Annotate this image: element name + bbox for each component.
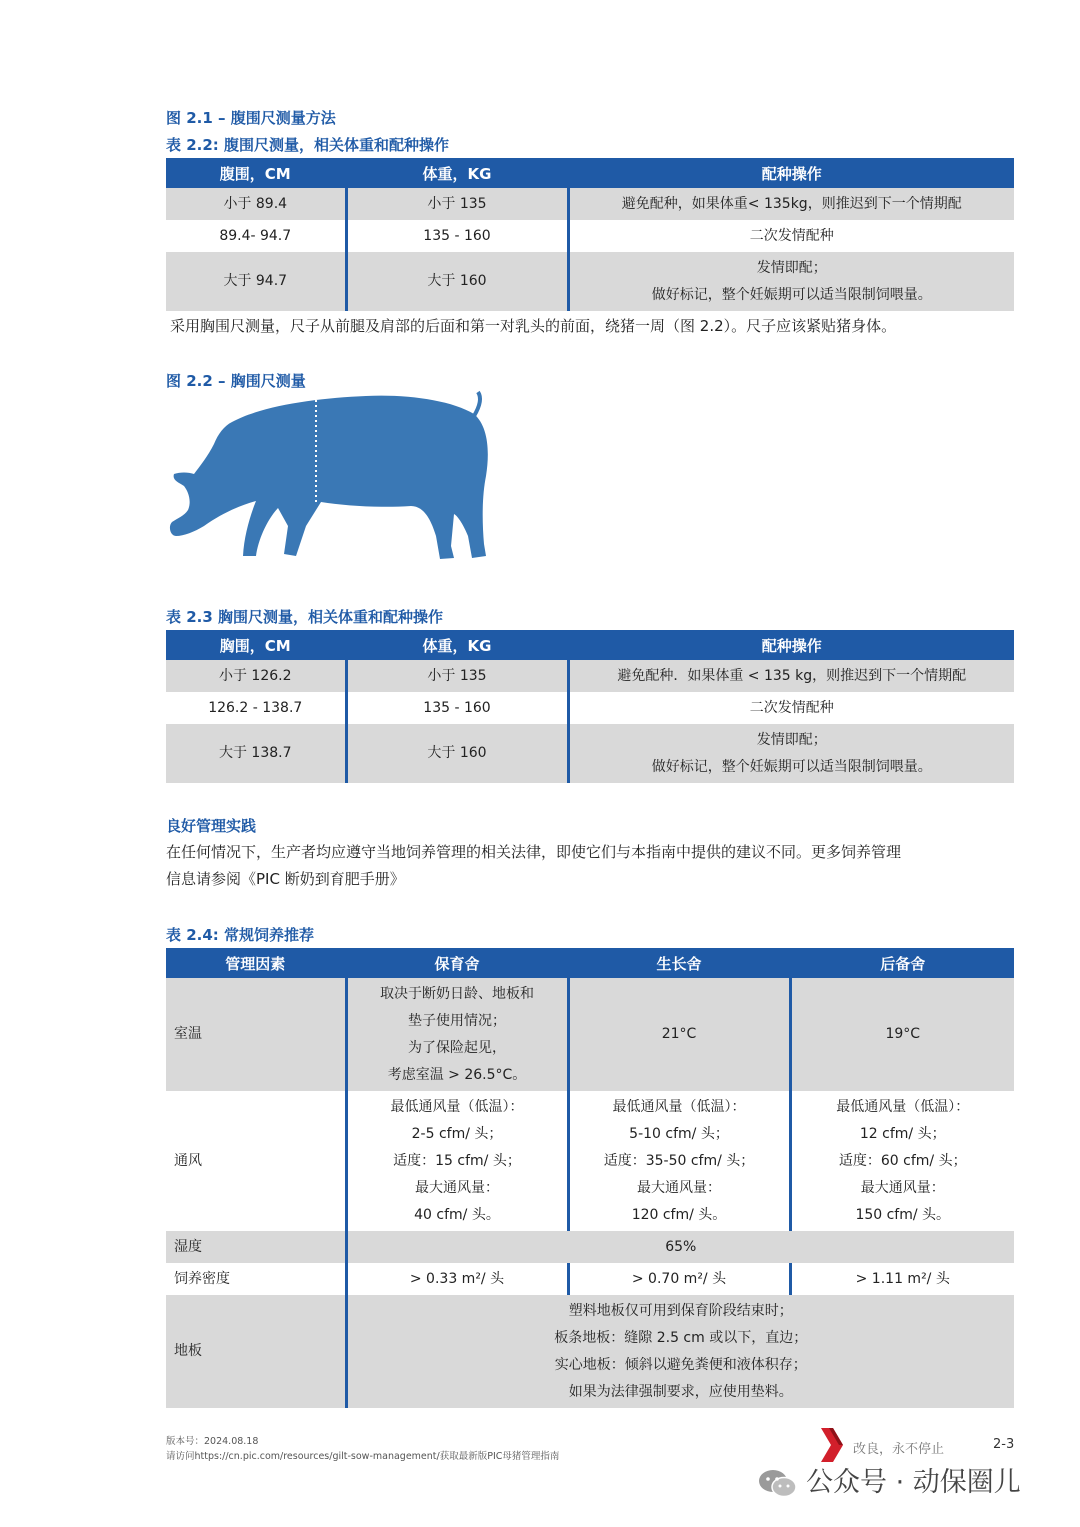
table-row-floor <box>166 1295 1014 1408</box>
column-header: 配种操作 <box>568 158 1014 188</box>
wechat-account-name: 公众号 · 动保圈儿 <box>806 1467 1021 1498</box>
cell-line: 发情即配； <box>756 259 827 276</box>
table-cell <box>346 1295 1014 1408</box>
cell-line: 2-5 cfm/ 头； <box>411 1125 503 1142</box>
cell-line: 如果为法律强制要求，应使用垫料。 <box>568 1383 793 1400</box>
pig-silhouette-figure <box>166 386 496 571</box>
column-header: 腹围，CM <box>166 158 346 188</box>
figure-2-2-title: 图 2.2 – 胸围尺测量 <box>166 372 306 390</box>
table-row <box>166 188 1014 220</box>
column-header: 生长舍 <box>568 948 790 978</box>
table-cell: 避免配种．如果体重 < 135 kg，则推迟到下一个情期配 <box>568 660 1014 692</box>
table-cell: 大于 160 <box>346 252 568 311</box>
column-header: 体重，KG <box>346 158 568 188</box>
cell-line: 发情即配； <box>756 731 827 748</box>
version-text: 版本号：2024.08.18 <box>166 1436 259 1447</box>
row-label: 饲养密度 <box>174 1270 230 1287</box>
good-practice-title: 良好管理实践 <box>166 817 257 835</box>
column-header: 管理因素 <box>166 948 346 978</box>
cell-line: 最大通风量： <box>860 1179 945 1196</box>
cell-line: 120 cfm/ 头。 <box>631 1206 727 1223</box>
cell-line: 5-10 cfm/ 头； <box>629 1125 729 1142</box>
wechat-icon <box>758 1468 798 1498</box>
table-header-row <box>166 630 1014 660</box>
figure-2-1-title: 图 2.1 – 腹围尺测量方法 <box>166 109 336 127</box>
pig-body <box>170 396 488 559</box>
pig-tail <box>474 392 480 416</box>
table-cell: 小于 89.4 <box>166 188 346 220</box>
brand-slogan: 改良，永不停止 <box>853 1442 945 1457</box>
pic-brand-chevron-icon <box>819 1428 845 1462</box>
table-cell: 小于 135 <box>346 660 568 692</box>
cell-line: 取决于断奶日龄、地板和 <box>380 985 534 1002</box>
table-cell: 19°C <box>790 978 1014 1091</box>
column-header: 体重，KG <box>346 630 568 660</box>
table-cell <box>346 978 568 1091</box>
table-cell: > 0.70 m²/ 头 <box>568 1263 790 1295</box>
table-row <box>166 220 1014 252</box>
cell-line: 最大通风量： <box>415 1179 499 1196</box>
table-cell: > 0.33 m²/ 头 <box>346 1263 568 1295</box>
table-row-humidity <box>166 1231 1014 1263</box>
table-row <box>166 252 1014 311</box>
table-header-row <box>166 948 1014 978</box>
cell-line: 最低通风量（低温）： <box>836 1098 970 1115</box>
table-2-3-title: 表 2.3 胸围尺测量，相关体重和配种操作 <box>166 608 444 626</box>
table-2-2 <box>166 158 1014 311</box>
visit-url-text: 请访问https://cn.pic.com/resources/gilt-sow-management/获取最新版PIC母猪管理指南 <box>166 1451 560 1462</box>
cell-line: 板条地板：缝隙 2.5 cm 或以下，直边； <box>554 1329 808 1346</box>
column-header: 后备舍 <box>790 948 1014 978</box>
table-cell: 大于 138.7 <box>166 724 346 783</box>
table-cell: 避免配种，如果体重< 135kg，则推迟到下一个情期配 <box>568 188 1014 220</box>
cell-line: 考虑室温 > 26.5°C。 <box>387 1066 527 1083</box>
table-cell: 大于 160 <box>346 724 568 783</box>
table-2-3 <box>166 630 1014 783</box>
table-cell: 65% <box>346 1231 1014 1263</box>
chest-measure-note: 采用胸围尺测量，尺子从前腿及肩部的后面和第一对乳头的前面，绕猪一周（图 2.2）。尺子应该紧贴猪身体。 <box>170 317 897 335</box>
cell-line: 垫子使用情况； <box>408 1012 506 1029</box>
page-number: 2-3 <box>993 1437 1015 1452</box>
cell-line: 12 cfm/ 头； <box>859 1125 946 1142</box>
row-label: 室温 <box>166 978 346 1091</box>
table-2-2-title: 表 2.2: 腹围尺测量，相关体重和配种操作 <box>166 136 450 154</box>
table-cell: 21°C <box>568 978 790 1091</box>
cell-line: 适度：15 cfm/ 头； <box>393 1152 521 1169</box>
table-cell: 135 - 160 <box>346 692 568 724</box>
table-cell: 126.2 - 138.7 <box>208 699 303 716</box>
cell-line: 做好标记，整个妊娠期可以适当限制饲喂量。 <box>651 286 932 303</box>
cell-line: 做好标记，整个妊娠期可以适当限制饲喂量。 <box>651 758 932 775</box>
table-2-4-title: 表 2.4: 常规饲养推荐 <box>166 926 315 944</box>
column-header: 配种操作 <box>568 630 1014 660</box>
row-label: 通风 <box>174 1152 202 1169</box>
cell-line: 最大通风量： <box>637 1179 721 1196</box>
table-row <box>166 724 1014 783</box>
table-cell <box>790 1091 1014 1231</box>
cell-line: 150 cfm/ 头。 <box>855 1206 951 1223</box>
good-practice-line: 在任何情况下，生产者均应遵守当地饲养管理的相关法律，即使它们与本指南中提供的建议不同。更多饲养管理 <box>166 843 902 861</box>
table-cell <box>568 252 1014 311</box>
table-row-density <box>166 1263 1014 1295</box>
wechat-watermark <box>758 1466 1058 1500</box>
cell-line: 适度：35-50 cfm/ 头； <box>603 1152 755 1169</box>
table-cell: 小于 126.2 <box>166 660 346 692</box>
column-header: 保育舍 <box>346 948 568 978</box>
cell-line: 最低通风量（低温）： <box>390 1098 524 1115</box>
cell-line: 塑料地板仅可用到保育阶段结束时； <box>568 1302 793 1319</box>
table-row <box>166 692 1014 724</box>
table-cell <box>568 1091 790 1231</box>
table-row-room-temp <box>166 978 1014 1091</box>
table-cell: 大于 94.7 <box>166 252 346 311</box>
row-label: 地板 <box>166 1295 346 1408</box>
table-row-ventilation <box>166 1091 1014 1231</box>
table-cell <box>346 1091 568 1231</box>
good-practice-line: 信息请参阅《PIC 断奶到育肥手册》 <box>166 870 405 888</box>
cell-line: 为了保险起见， <box>408 1039 506 1056</box>
table-cell: > 1.11 m²/ 头 <box>790 1263 1014 1295</box>
column-header: 胸围，CM <box>166 630 346 660</box>
table-cell: 二次发情配种 <box>568 220 1014 252</box>
cell-line: 实心地板：倾斜以避免粪便和液体积存； <box>554 1356 807 1373</box>
row-label: 湿度 <box>166 1231 346 1263</box>
table-cell <box>568 724 1014 783</box>
cell-line: 适度：60 cfm/ 头； <box>838 1152 967 1169</box>
table-cell: 小于 135 <box>346 188 568 220</box>
table-row <box>166 660 1014 692</box>
table-cell: 89.4- 94.7 <box>219 227 292 244</box>
cell-line: 40 cfm/ 头。 <box>414 1206 500 1223</box>
table-cell: 二次发情配种 <box>568 692 1014 724</box>
cell-line: 最低通风量（低温）： <box>612 1098 746 1115</box>
table-2-4 <box>166 948 1014 1408</box>
table-header-row <box>166 158 1014 188</box>
table-cell: 135 - 160 <box>346 220 568 252</box>
